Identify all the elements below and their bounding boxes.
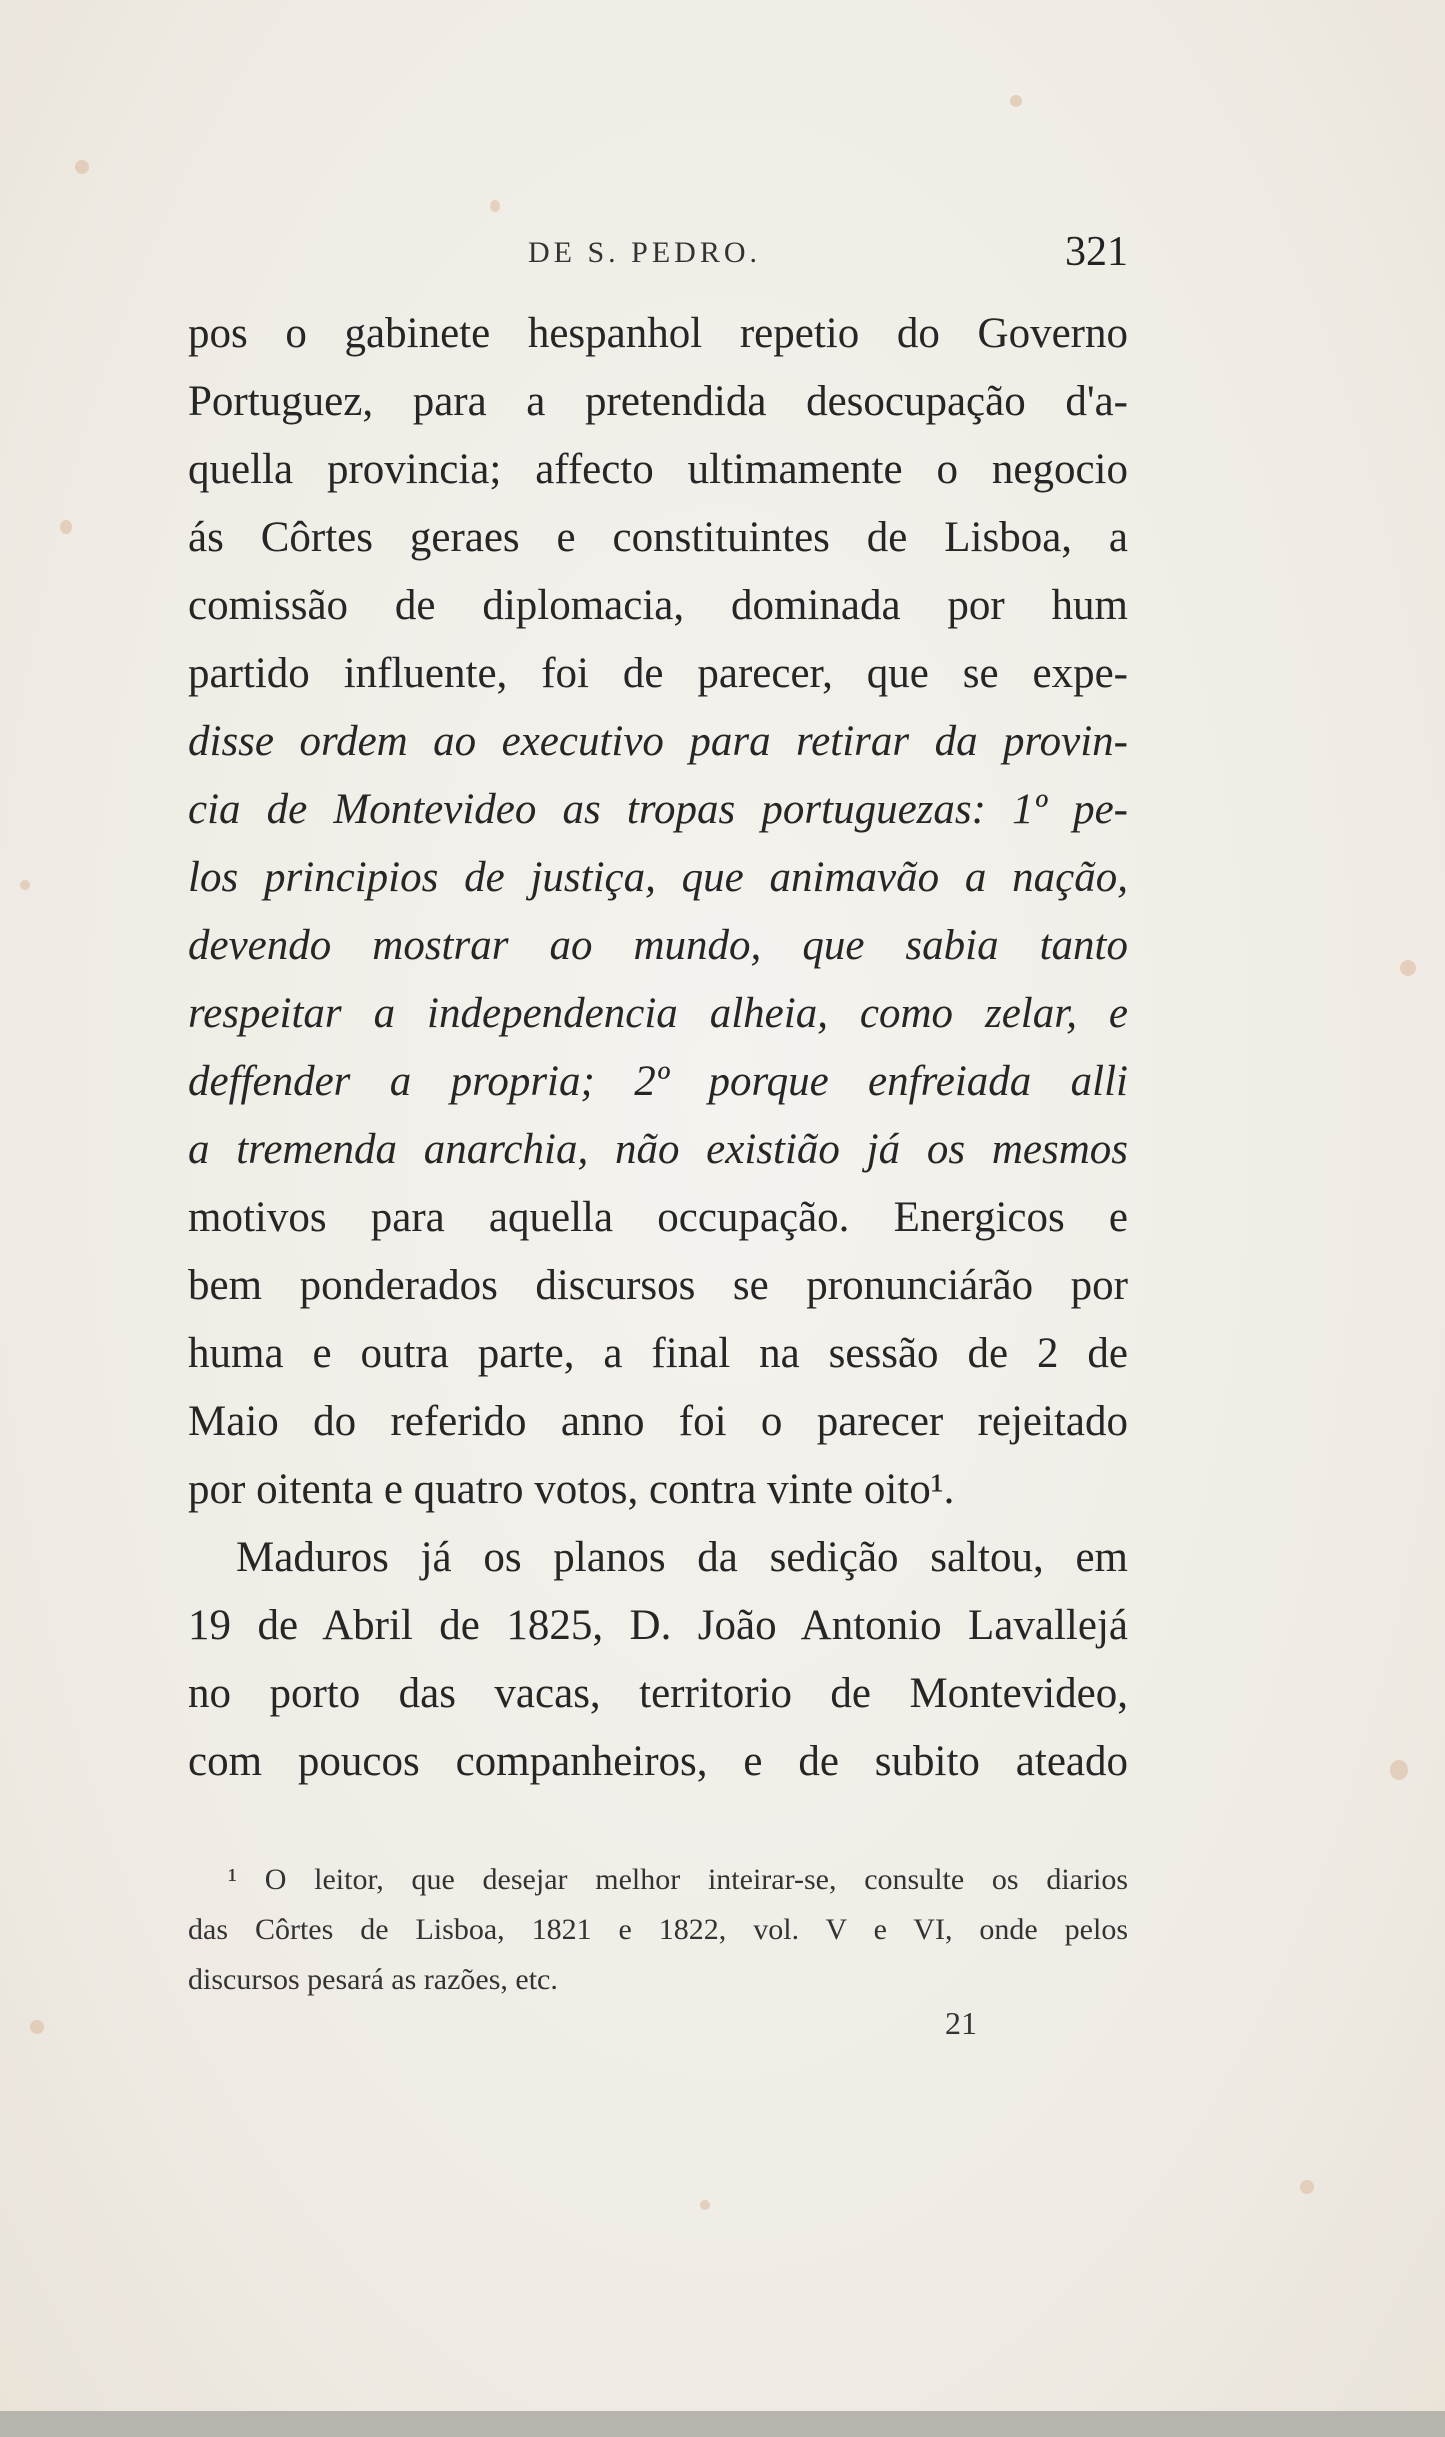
- text-line: respeitar a independencia alheia, como zelar, e: [188, 990, 1128, 1037]
- text-line: por oitenta e quatro votos, contra vinte oito¹.: [188, 1466, 955, 1513]
- text-line: pos o gabinete hespanhol repetio do Governo: [188, 310, 1128, 357]
- foxing-spot: [30, 2020, 44, 2034]
- text-line: com poucos companheiros, e de subito ateado: [188, 1738, 1128, 1785]
- foxing-spot: [75, 160, 89, 174]
- text-line: quella provincia; affecto ultimamente o negocio: [188, 446, 1128, 493]
- text-line: 19 de Abril de 1825, D. João Antonio Lavallejá: [188, 1602, 1128, 1649]
- foxing-spot: [700, 2200, 710, 2210]
- text-line: comissão de diplomacia, dominada por hum: [188, 582, 1128, 629]
- text-line: disse ordem ao executivo para retirar da provin-: [188, 718, 1128, 765]
- foxing-spot: [1400, 960, 1416, 976]
- foxing-spot: [1390, 1760, 1408, 1780]
- text-line: no porto das vacas, territorio de Montevideo,: [188, 1670, 1128, 1717]
- page-edge: [0, 2411, 1445, 2437]
- running-head: DE S. PEDRO.: [528, 236, 762, 269]
- footnote-line: das Côrtes de Lisboa, 1821 e 1822, vol. V e VI, onde pelos: [188, 1913, 1128, 1946]
- footnote: [188, 1855, 1128, 2005]
- signature-mark: 21: [945, 2005, 977, 2041]
- text-line: deffender a propria; 2º porque enfreiada alli: [188, 1058, 1128, 1105]
- foxing-spot: [490, 200, 500, 212]
- text-line: los principios de justiça, que animavão a nação,: [188, 854, 1128, 901]
- text-line: huma e outra parte, a final na sessão de 2 de: [188, 1330, 1128, 1377]
- page-header: [188, 228, 1128, 278]
- text-line: partido influente, foi de parecer, que se expe-: [188, 650, 1128, 697]
- foxing-spot: [60, 520, 72, 534]
- foxing-spot: [1010, 95, 1022, 107]
- text-line: ás Côrtes geraes e constituintes de Lisboa, a: [188, 514, 1128, 561]
- text-line: Maduros já os planos da sedição saltou, em: [236, 1534, 1128, 1581]
- text-line: Maio do referido anno foi o parecer rejeitado: [188, 1398, 1128, 1445]
- text-line: bem ponderados discursos se pronunciárão por: [188, 1262, 1128, 1309]
- text-line: devendo mostrar ao mundo, que sabia tanto: [188, 922, 1128, 969]
- page-number: 321: [1065, 229, 1128, 275]
- text-line: a tremenda anarchia, não existião já os mesmos: [188, 1126, 1128, 1173]
- text-line: motivos para aquella occupação. Energicos e: [188, 1194, 1128, 1241]
- foxing-spot: [20, 880, 30, 890]
- body-text: [188, 300, 1128, 1796]
- footnote-line: ¹ O leitor, que desejar melhor inteirar-se, consulte os diarios: [228, 1863, 1128, 1896]
- text-line: cia de Montevideo as tropas portuguezas: 1º pe-: [188, 786, 1128, 833]
- footnote-line: discursos pesará as razões, etc.: [188, 1963, 558, 1996]
- text-line: Portuguez, para a pretendida desocupação d'a-: [188, 378, 1128, 425]
- foxing-spot: [1300, 2180, 1314, 2194]
